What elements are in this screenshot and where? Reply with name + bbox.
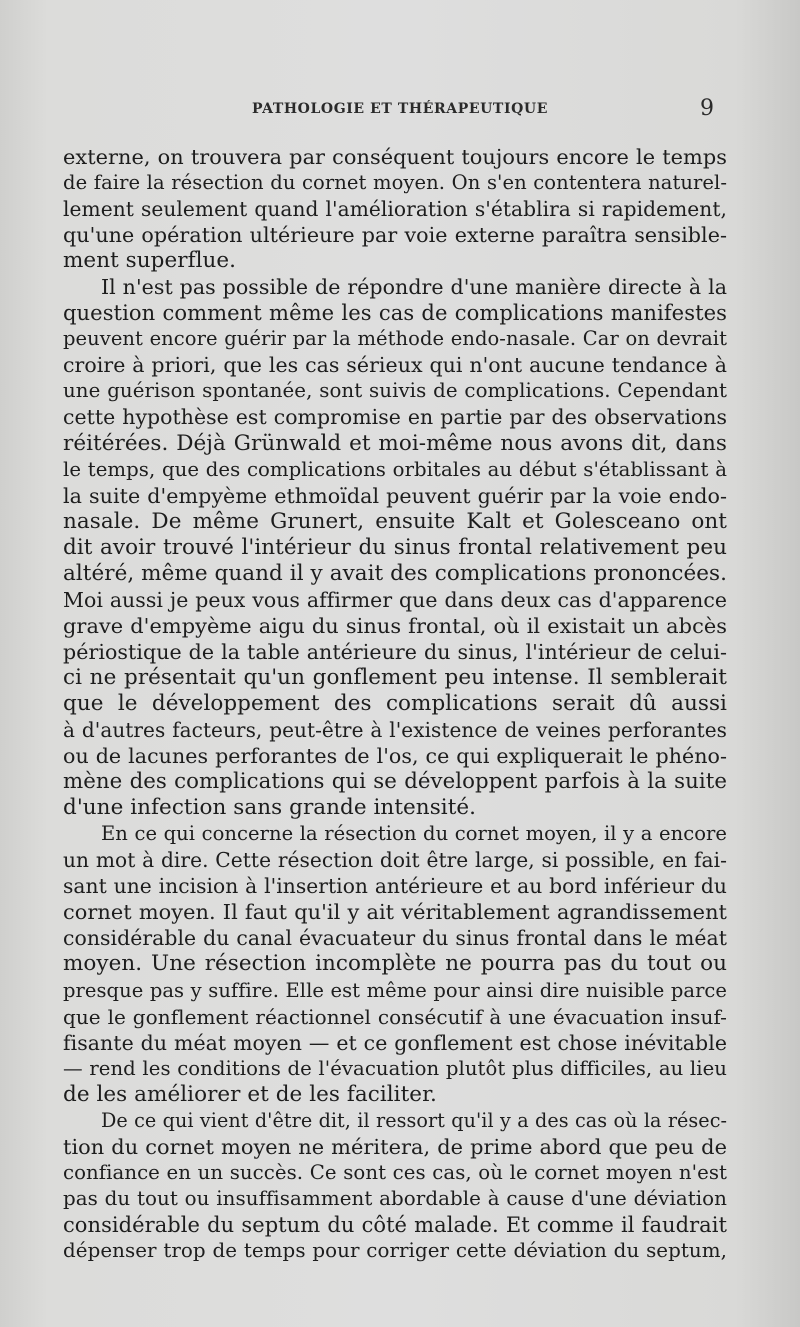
text-line: à d'autres facteurs, peut-être à l'existence de veines perforantes: [63, 718, 727, 743]
text-line: presque pas y suffire. Elle est même pour ainsi dire nuisible parce: [63, 978, 727, 1002]
text-line: dit avoir trouvé l'intérieur du sinus frontal relativement peu: [63, 534, 727, 560]
text-line: périostique de la table antérieure du sinus, l'intérieur de celui-: [63, 639, 727, 664]
text-line: Moi aussi je peux vous affirmer que dans deux cas d'apparence: [63, 587, 727, 612]
text-line: lement seulement quand l'amélioration s'établira si rapidement,: [63, 197, 727, 222]
text-line: le temps, que des complications orbitales au début s'établissant à: [63, 457, 727, 481]
text-line: En ce qui concerne la résection du cornet moyen, il y a encore: [101, 822, 727, 846]
text-line: ci ne présentait qu'un gonflement peu intense. Il semblerait: [63, 664, 727, 690]
text-line: sant une incision à l'insertion antérieure et au bord inférieur du: [63, 874, 727, 899]
text-line: qu'une opération ultérieure par voie externe paraîtra sensible-: [63, 223, 727, 248]
body-text: [63, 144, 727, 1264]
running-title: PATHOLOGIE ET THÉRAPEUTIQUE: [252, 101, 548, 117]
text-line: grave d'empyème aigu du sinus frontal, où il existait un abcès: [63, 613, 727, 638]
text-line: tion du cornet moyen ne méritera, de prime abord que peu de: [63, 1134, 727, 1159]
text-line: mène des complications qui se développent parfois à la suite: [63, 769, 727, 795]
text-line: ou de lacunes perforantes de l'os, ce qui expliquerait le phéno-: [63, 744, 727, 769]
text-line: la suite d'empyème ethmoïdal peuvent guérir par la voie endo-: [63, 483, 727, 508]
text-line: croire à priori, que les cas sérieux qui n'ont aucune tendance à: [63, 353, 727, 378]
text-line: d'une infection sans grande intensité.: [63, 795, 477, 821]
text-line: fisante du méat moyen — et ce gonflement est chose inévitable: [63, 1030, 727, 1055]
text-line: une guérison spontanée, sont suivis de complications. Cependant: [63, 379, 727, 403]
text-line: réitérées. Déjà Grünwald et moi-même nous avons dit, dans: [63, 430, 727, 456]
text-line: cornet moyen. Il faut qu'il y ait véritablement agrandissement: [63, 900, 727, 925]
text-line: de les améliorer et de les faciliter.: [63, 1081, 437, 1107]
text-line: question comment même les cas de complications manifestes: [63, 300, 727, 326]
text-line: que le gonflement réactionnel consécutif à une évacuation insuf-: [63, 1004, 727, 1029]
text-line: confiance en un succès. Ce sont ces cas, où le cornet moyen n'est: [63, 1160, 727, 1184]
text-line: moyen. Une résection incomplète ne pourra pas du tout ou: [63, 951, 727, 977]
text-line: externe, on trouvera par conséquent toujours encore le temps: [63, 145, 727, 169]
text-line: nasale. De même Grunert, ensuite Kalt et Golesceano ont: [63, 508, 727, 534]
text-line: — rend les conditions de l'évacuation plutôt plus difficiles, au lieu: [63, 1056, 727, 1080]
text-line: un mot à dire. Cette résection doit être large, si possible, en fai-: [63, 848, 727, 873]
text-line: ment superflue.: [63, 248, 237, 274]
text-line: de faire la résection du cornet moyen. On s'en contentera naturel-: [63, 171, 727, 195]
text-line: pas du tout ou insuffisamment abordable à cause d'une déviation: [63, 1186, 727, 1210]
text-line: considérable du canal évacuateur du sinus frontal dans le méat: [63, 926, 727, 951]
text-line: Il n'est pas possible de répondre d'une manière directe à la: [101, 275, 727, 300]
text-line: cette hypothèse est compromise en partie par des observations: [63, 405, 727, 430]
text-line: considérable du septum du côté malade. Et comme il faudrait: [63, 1211, 727, 1237]
text-line: De ce qui vient d'être dit, il ressort qu'il y a des cas où la résec-: [101, 1108, 727, 1132]
page-header: [0, 96, 800, 121]
text-line: que le développement des complications serait dû aussi: [63, 690, 727, 716]
text-line: altéré, même quand il y avait des complications prononcées.: [63, 560, 727, 586]
text-line: peuvent encore guérir par la méthode endo-nasale. Car on devrait: [63, 327, 727, 351]
page-number: 9: [700, 96, 714, 121]
text-line: dépenser trop de temps pour corriger cette déviation du septum,: [63, 1238, 727, 1262]
